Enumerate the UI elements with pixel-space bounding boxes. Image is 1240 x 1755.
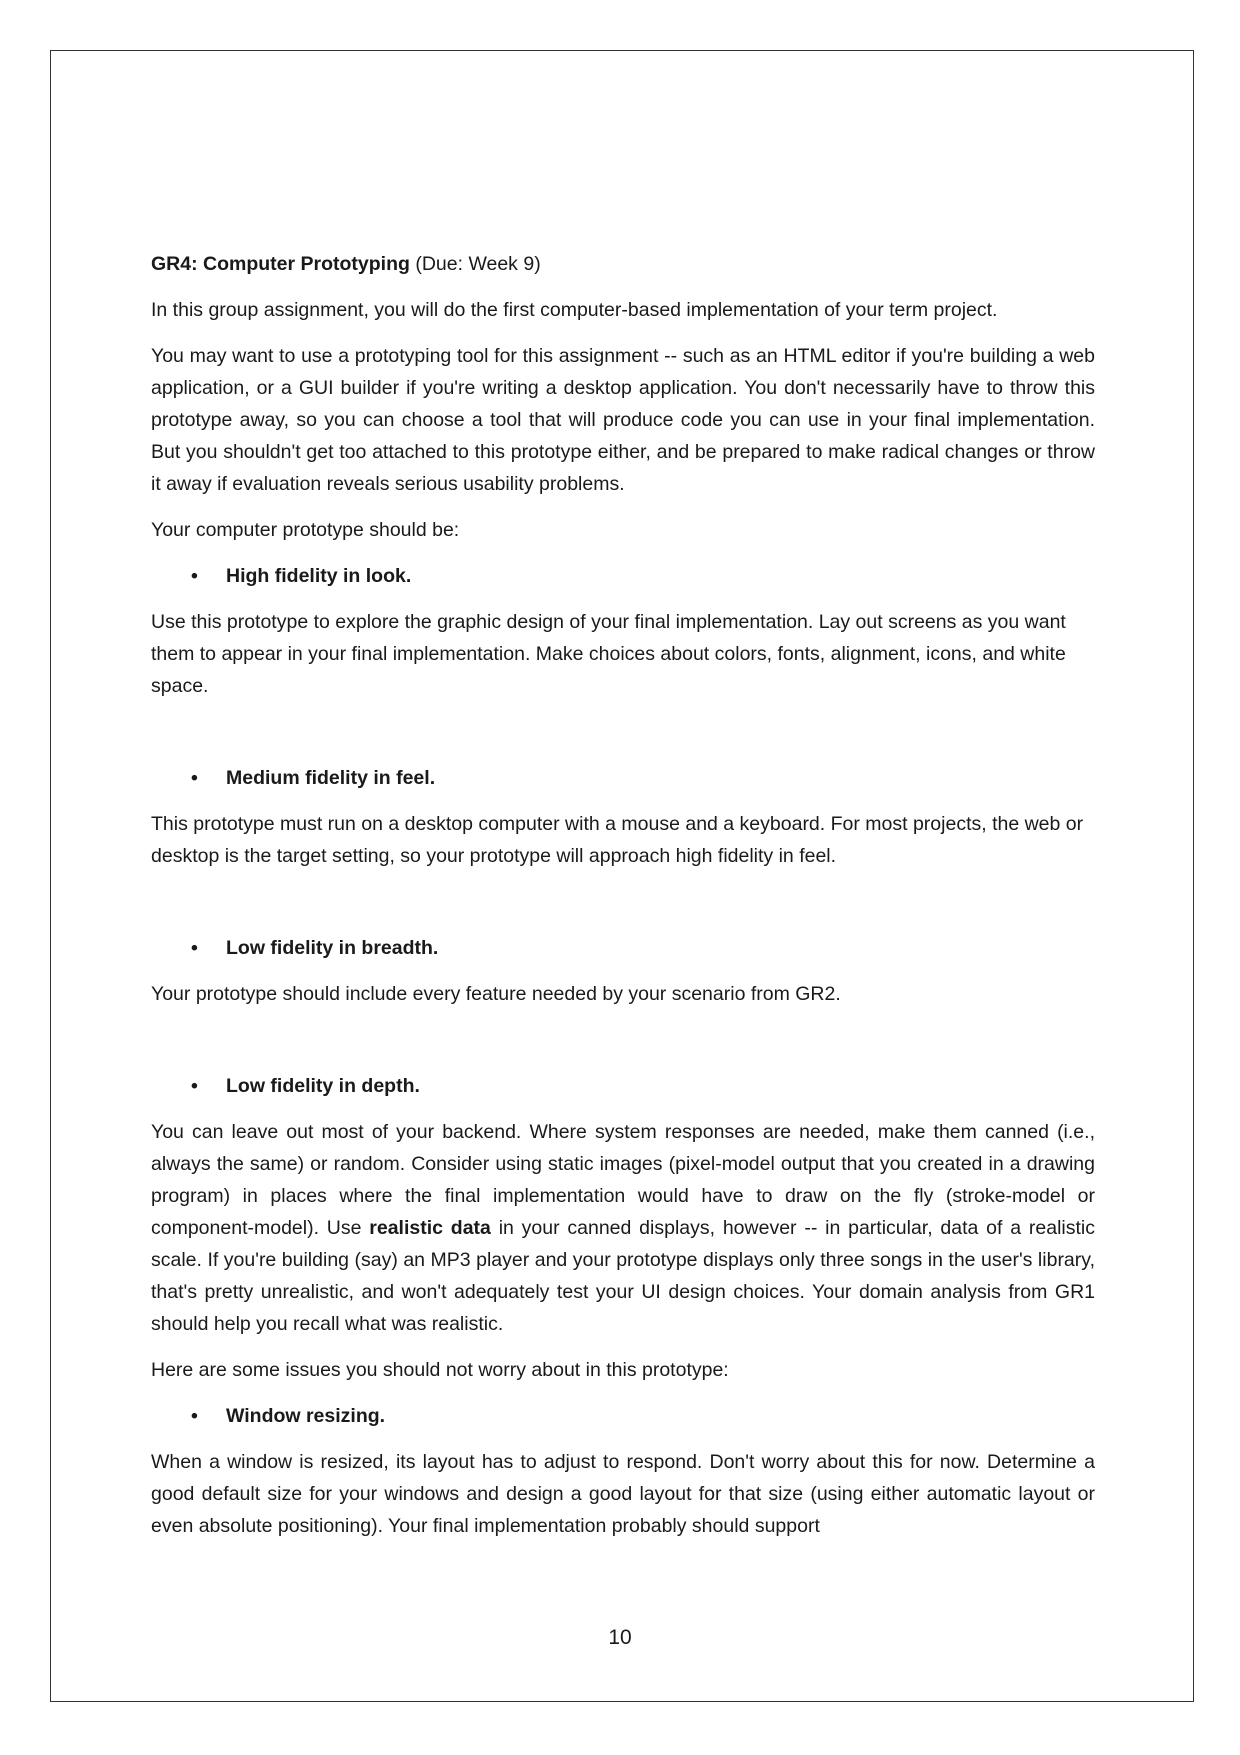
bullet-title: Low fidelity in breadth. [226,937,439,959]
bullet-dot: • [191,767,198,789]
bullet-title: High fidelity in look. [226,565,412,587]
bullet-look [151,560,1095,592]
bullet-breadth-text: Your prototype should include every feature needed by your scenario from GR2. [151,983,841,1005]
spacer [151,1024,1095,1070]
bullet-feel-text: This prototype must run on a desktop computer with a mouse and a keyboard. For most projects, the web or desktop is the target setting, so your prototype will approach high fidelity in feel. [151,813,1084,867]
tool-paragraph: You may want to use a prototyping tool for this assignment -- such as an HTML editor if you're building a web application, or a GUI builder if you're writing a desktop application. You don't necessarily have to throw this prototype away, so you can choose a tool that will produce code you can use in your final implementation. But you shouldn't get too attached to this prototype either, and be prepared to make radical changes or throw it away if evaluation reveals serious usability problems. [151,345,1095,495]
bullet-dot: • [191,565,198,587]
page-number: 10 [608,1626,632,1649]
document-body [151,248,1095,1556]
depth-text-bold: realistic data [369,1217,491,1239]
section-due: (Due: Week 9) [409,253,541,275]
bullet-depth-text [151,1116,1095,1340]
depth-text-after: in your canned displays, however -- in particular, data of a realistic scale. If you're building (say) an MP3 player and your prototype displays only three songs in the user's library, that's pretty unrealistic, and won't adequately test your UI design choices. Your domain analysis from GR1 should help you recall what was realistic. [151,1217,1095,1335]
issues-intro: Here are some issues you should not worry about in this prototype: [151,1359,729,1381]
bullet-feel [151,762,1095,794]
bullet-dot: • [191,1075,198,1097]
bullet-breadth [151,932,1095,964]
bullet-depth [151,1070,1095,1102]
spacer [151,716,1095,762]
section-title: GR4: Computer Prototyping [151,253,410,275]
bullet-dot: • [191,1405,198,1427]
window-resizing-text: When a window is resized, its layout has to adjust to respond. Don't worry about this for now. Determine a good default size for your windows and design a good layout for that size (using either automatic layout or even absolute positioning). Your final implementation probably should support [151,1451,1095,1537]
bullet-title: Window resizing. [226,1405,386,1427]
bullet-title: Medium fidelity in feel. [226,767,436,789]
section-heading [151,248,1095,280]
depth-text-before: You can leave out most of your backend. Where system responses are needed, make them canned (i.e., always the same) or random. Consider using static images (pixel-model output that you created in a drawing program) in places where the final implementation would have to draw on the fly (stroke-model or component-model). Use [151,1121,1095,1239]
spacer [151,886,1095,932]
bullet-window-resizing [151,1400,1095,1432]
should-be-paragraph: Your computer prototype should be: [151,519,460,541]
intro-paragraph: In this group assignment, you will do the first computer-based implementation of your term project. [151,299,998,321]
bullet-title: Low fidelity in depth. [226,1075,420,1097]
bullet-dot: • [191,937,198,959]
bullet-look-text: Use this prototype to explore the graphic design of your final implementation. Lay out screens as you want them to appear in your final implementation. Make choices about colors, fonts, alignment, icons, and white space. [151,611,1066,697]
